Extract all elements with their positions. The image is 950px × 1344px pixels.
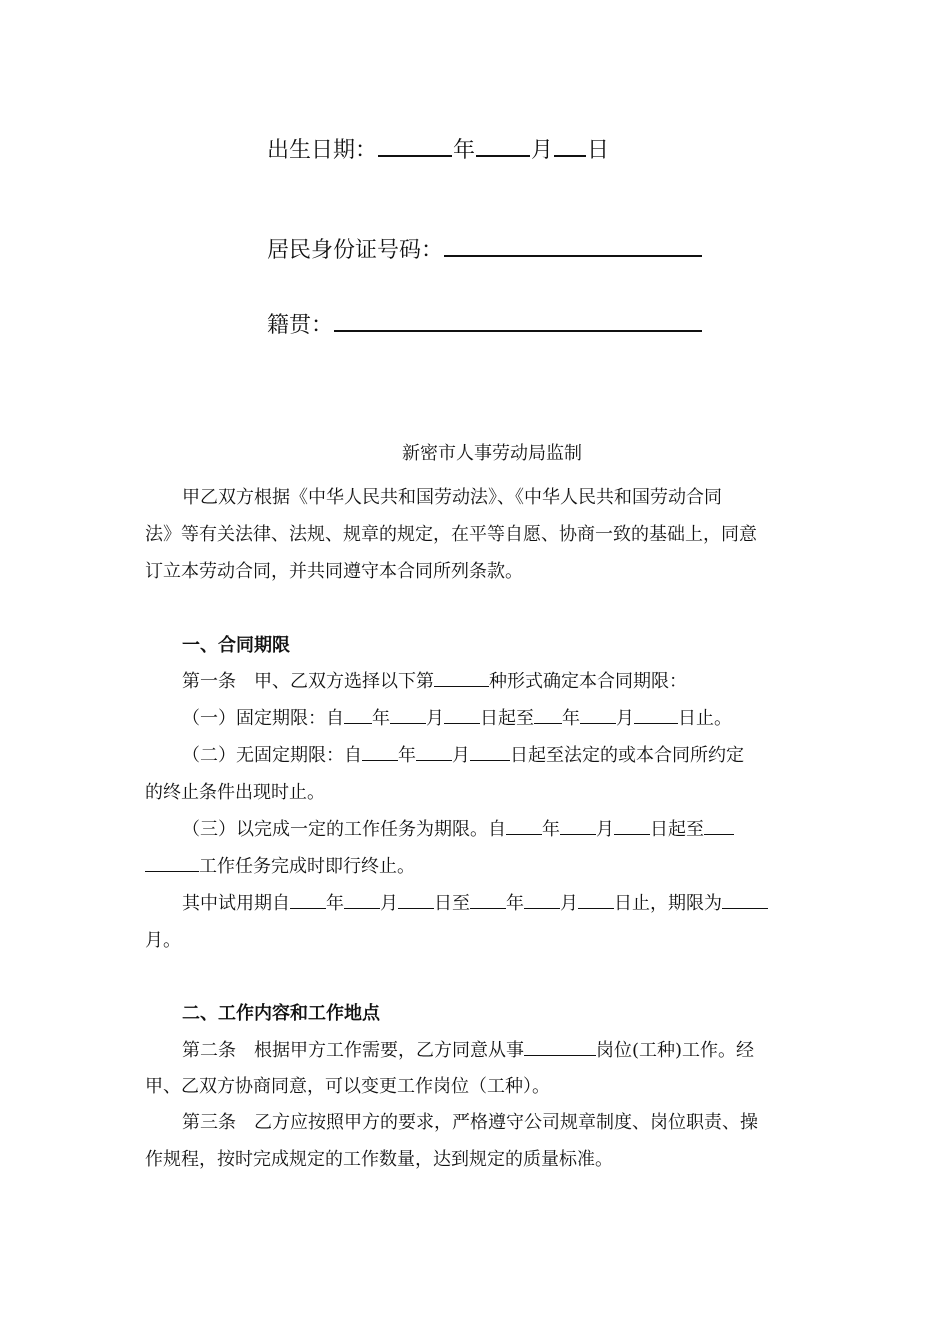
probation-months-blank[interactable] <box>722 908 768 909</box>
intro-line-3: 订立本劳动合同，并共同遵守本合同所列条款。 <box>145 561 523 582</box>
open-start-year-blank[interactable] <box>362 760 398 761</box>
fixed-end-month-blank[interactable] <box>580 723 616 724</box>
supervision-line: 新密市人事劳动局监制 <box>402 443 582 464</box>
probation-start-month-blank[interactable] <box>344 908 380 909</box>
year-label: 年 <box>542 819 560 840</box>
task-start-day-blank[interactable] <box>614 834 650 835</box>
intro-line-2: 法》等有关法律、法规、规章的规定，在平等自愿、协商一致的基础上，同意 <box>145 524 757 545</box>
fixed-start-year-blank[interactable] <box>344 723 372 724</box>
probation-end-year-blank[interactable] <box>470 908 506 909</box>
probation-label: 其中试用期自 <box>182 893 290 914</box>
fixed-end-day-blank[interactable] <box>634 723 678 724</box>
month-label: 月 <box>560 893 578 914</box>
open-term-text: 日起至法定的或本合同所约定 <box>510 745 744 766</box>
month-label: 月 <box>380 893 398 914</box>
contract-form-blank[interactable] <box>434 686 489 687</box>
article1-text-b: 种形式确定本合同期限： <box>489 671 687 692</box>
open-start-month-blank[interactable] <box>416 760 452 761</box>
year-label: 年 <box>326 893 344 914</box>
probation-end-day-blank[interactable] <box>578 908 614 909</box>
probation-start-day-blank[interactable] <box>398 908 434 909</box>
fixed-start-month-blank[interactable] <box>390 723 426 724</box>
article2-text-a: 第二条 根据甲方工作需要，乙方同意从事 <box>182 1040 524 1061</box>
year-label: 年 <box>398 745 416 766</box>
birth-date-label: 出生日期： <box>267 138 378 163</box>
fixed-term-line <box>182 710 732 728</box>
native-place-field <box>267 315 703 337</box>
probation-line-2: 月。 <box>145 930 181 951</box>
task-start-year-blank[interactable] <box>506 834 542 835</box>
until-comma-label: 日止，期限为 <box>614 893 722 914</box>
year-label: 年 <box>453 138 476 163</box>
id-number-field <box>267 240 703 262</box>
open-term-line-2: 的终止条件出现时止。 <box>145 782 325 803</box>
task-term-label: （三）以完成一定的工作任务为期限。自 <box>182 819 506 840</box>
to-label: 日至 <box>434 893 470 914</box>
year-label: 年 <box>562 708 580 729</box>
month-label: 月 <box>616 708 634 729</box>
month-label: 月 <box>452 745 470 766</box>
month-label: 月 <box>531 138 554 163</box>
from-label: 日起至 <box>650 819 704 840</box>
article3-line-1: 第三条 乙方应按照甲方的要求，严格遵守公司规章制度、岗位职责、操 <box>182 1112 758 1133</box>
probation-start-year-blank[interactable] <box>290 908 326 909</box>
birth-month-blank[interactable] <box>476 155 530 157</box>
task-name-blank-a[interactable] <box>704 834 734 835</box>
id-number-label: 居民身份证号码： <box>267 238 444 263</box>
year-label: 年 <box>506 893 524 914</box>
id-number-blank[interactable] <box>444 255 702 257</box>
article3-line-2: 作规程，按时完成规定的工作数量，达到规定的质量标准。 <box>145 1149 613 1170</box>
task-term-line <box>182 821 734 839</box>
native-place-blank[interactable] <box>334 330 702 332</box>
fixed-start-day-blank[interactable] <box>444 723 480 724</box>
probation-end-month-blank[interactable] <box>524 908 560 909</box>
birth-year-blank[interactable] <box>378 155 452 157</box>
open-term-label: （二）无固定期限：自 <box>182 745 362 766</box>
position-blank[interactable] <box>524 1055 596 1056</box>
fixed-term-label: （一）固定期限：自 <box>182 708 344 729</box>
native-place-label: 籍贯： <box>267 313 334 338</box>
article1-text-a: 第一条 甲、乙双方选择以下第 <box>182 671 434 692</box>
fixed-end-year-blank[interactable] <box>534 723 562 724</box>
from-label: 日起至 <box>480 708 534 729</box>
month-label: 月 <box>426 708 444 729</box>
birth-day-blank[interactable] <box>554 155 586 157</box>
probation-line <box>182 895 768 913</box>
task-term-line-2 <box>145 858 415 876</box>
until-label: 日止。 <box>678 708 732 729</box>
section2-title: 二、工作内容和工作地点 <box>182 1003 380 1024</box>
article2-line-2: 甲、乙双方协商同意，可以变更工作岗位（工种）。 <box>145 1076 550 1097</box>
article1-line <box>182 673 687 691</box>
task-start-month-blank[interactable] <box>560 834 596 835</box>
month-label: 月 <box>596 819 614 840</box>
year-label: 年 <box>372 708 390 729</box>
section1-title: 一、合同期限 <box>182 635 290 656</box>
task-name-blank-b[interactable] <box>145 871 199 872</box>
article2-text-b: 岗位(工种)工作。经 <box>596 1040 755 1061</box>
task-term-text: 工作任务完成时即行终止。 <box>199 856 415 877</box>
birth-date-field <box>267 140 609 162</box>
intro-line-1: 甲乙双方根据《中华人民共和国劳动法》、《中华人民共和国劳动合同 <box>182 487 722 508</box>
open-term-line <box>182 747 744 765</box>
open-start-day-blank[interactable] <box>470 760 510 761</box>
article2-line <box>182 1042 754 1060</box>
day-label: 日 <box>587 138 610 163</box>
